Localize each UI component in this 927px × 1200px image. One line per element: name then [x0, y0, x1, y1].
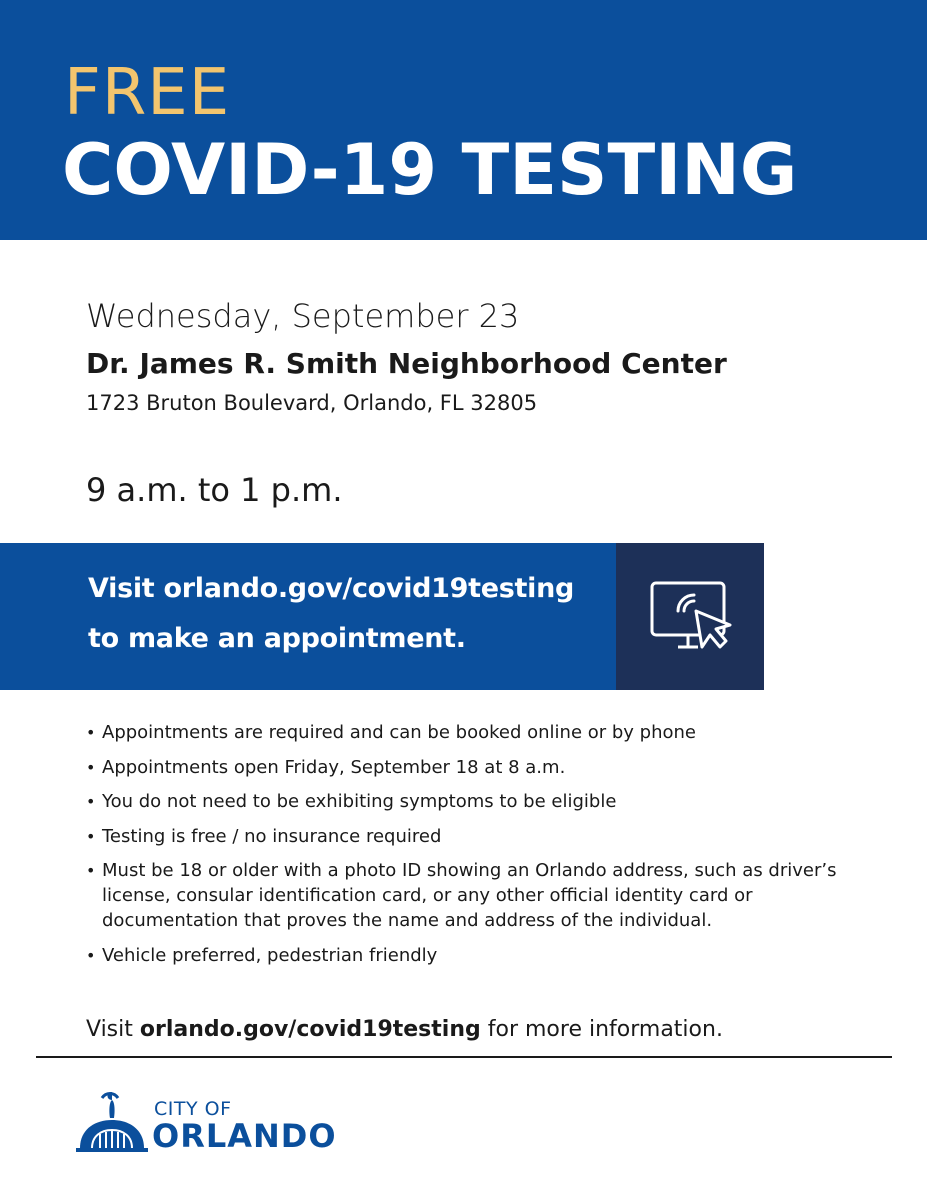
- event-venue: Dr. James R. Smith Neighborhood Center: [86, 347, 727, 380]
- logo-city-of: CITY OF: [154, 1098, 232, 1120]
- event-date: Wednesday, September 23: [86, 297, 520, 335]
- event-address: 1723 Bruton Boulevard, Orlando, FL 32805: [86, 391, 538, 415]
- requirements-list: [86, 720, 866, 977]
- city-dome-icon: [76, 1090, 148, 1154]
- list-item: • Must be 18 or older with a photo ID showing an Orlando address, such as driver’s license, consular identification card, or any other official identity card or documentation that proves the name and address of the individual.: [86, 860, 837, 931]
- event-hours: 9 a.m. to 1 p.m.: [86, 471, 343, 509]
- footer-divider: [36, 1056, 892, 1058]
- appointment-link-text[interactable]: Visit orlando.gov/covid19testing: [88, 573, 575, 604]
- computer-click-icon-box: [616, 543, 764, 690]
- list-item: • Appointments are required and can be booked online or by phone: [86, 722, 696, 743]
- list-item: • Appointments open Friday, September 18 at 8 a.m.: [86, 756, 566, 778]
- header-title: COVID-19 TESTING: [62, 129, 798, 211]
- computer-click-icon: [646, 577, 734, 657]
- appointment-instruction: to make an appointment.: [88, 623, 466, 654]
- header-banner: [0, 0, 927, 240]
- city-of-orlando-logo: [76, 1090, 366, 1160]
- more-info-link[interactable]: orlando.gov/covid19testing: [139, 1017, 481, 1042]
- list-item: • You do not need to be exhibiting symptoms to be eligible: [86, 791, 617, 812]
- appointment-banner: [0, 543, 616, 690]
- more-info-line: Visit orlando.gov/covid19testing for more information.: [86, 1017, 723, 1042]
- logo-orlando: ORLANDO: [152, 1117, 337, 1155]
- list-item: • Testing is free / no insurance required: [86, 825, 442, 847]
- list-item: • Vehicle preferred, pedestrian friendly: [86, 944, 438, 966]
- header-kicker: FREE: [64, 56, 231, 130]
